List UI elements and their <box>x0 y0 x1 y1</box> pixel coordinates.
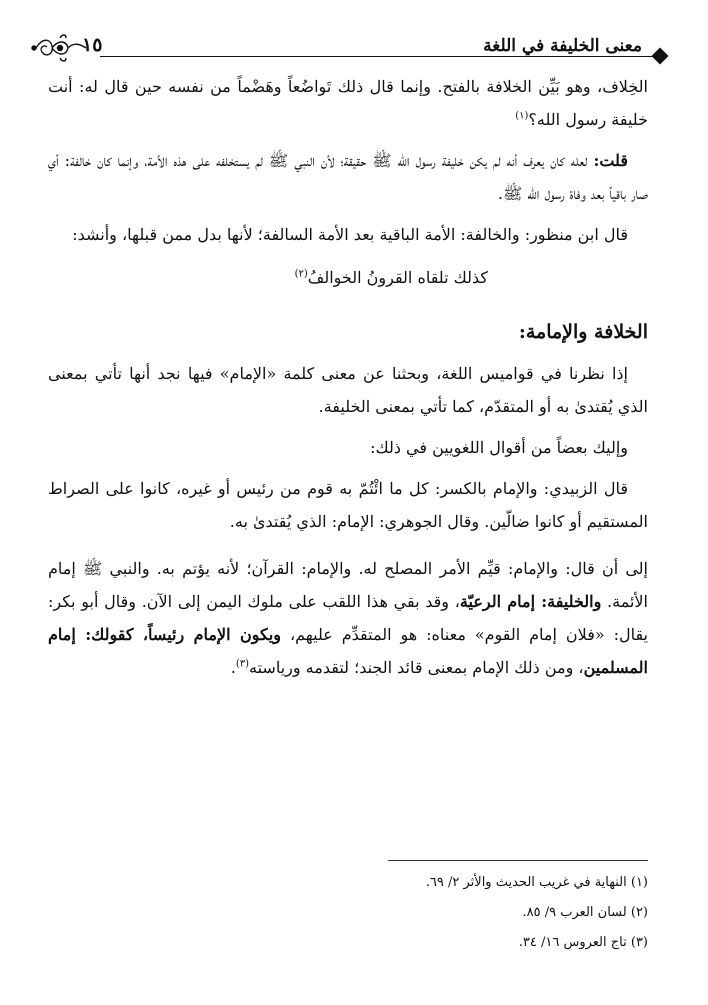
footnote-rule <box>388 860 648 861</box>
paragraph: الخِلاف، وهو بَيِّن الخلافة بالفتح. وإنما قال ذلك تَواضُعاً وهَضْماً من نفسه حين قال له: أنت خليفة رسول الله؟$^{(١)}$ <box>48 77 649 129</box>
paragraph: قال الزبيدي: والإمام بالكسر: كل ما ائْتُمّ به قوم من رئيس أو غيره، كانوا على الصراط المستقيم أو كانوا ضالّين. وقال الجوهري: الإمام: الذي يُقتدىٰ به. <box>48 479 648 531</box>
page-header <box>30 30 670 66</box>
footnote: (١) النهاية في غريب الحديث والأثر ٢/ ٦٩. <box>425 875 648 890</box>
footnote: (٣) تاج العروس ١٦/ ٣٤. <box>518 935 648 950</box>
page-body <box>48 70 648 684</box>
paragraph: وإليك بعضاً من أقوال اللغويين في ذلك: <box>370 438 628 457</box>
footnote: (٢) لسان العرب ٩/ ٨٥. <box>522 905 648 920</box>
page-number: ١٥ <box>82 34 103 56</box>
footnote-ref: (١) <box>515 110 529 122</box>
paragraph: إلى أن قال: والإمام: قيِّم الأمر المصلح له. والإمام: القرآن؛ لأنه يؤتم به. والنبي ﷺ إمام الأئمة. والخليفة: إمام الرعيّة، وقد بقي هذا اللقب على ملوك اليمن إلى الآن. وقال أبو بكر: يقال: «فلان إمام القوم» معناه: هو المتقدِّم عليهم، ويكون الإمام رئيساً، كقولك: إمام المسلمين، ومن ذلك الإمام بمعنى قائد الجند؛ لتقدمه ورياسته$^{(٣)}$. <box>48 559 649 677</box>
footnote-ref: (٢) <box>294 268 308 280</box>
header-rule <box>100 56 660 57</box>
paragraph: إذا نظرنا في قواميس اللغة، وبحثنا عن معنى كلمة «الإمام» فيها نجد أنها تأتي بمعنى الذي يُقتدىٰ به أو المتقدّم، كما تأتي بمعنى الخليفة. <box>48 364 648 416</box>
emphasis-text: والخليفة: إمام الرعيّة <box>459 592 602 611</box>
paragraph: قلت: لعله كان يعرف أنه لم يكن خليفة رسول الله ﷺ حقيقة؛ لأن النبي ﷺ لم يستخلفه على هذه الأمة، وإنما كان خالفة: أي صار باقياً بعد وفاة رسول الله ﷺ. <box>48 151 648 203</box>
emphasis-text: ويكون الإمام رئيساً، كقولك: إمام المسلمين <box>48 625 648 677</box>
section-heading: الخلافة والإمامة: <box>518 321 648 343</box>
paragraph: قال ابن منظور: والخالفة: الأمة الباقية بعد الأمة السالفة؛ لأنها بدل ممن قبلها، وأنشد: <box>72 225 628 244</box>
footnotes <box>48 868 648 958</box>
floral-ornament-icon <box>30 32 90 64</box>
emphasis-label: قلت: <box>593 151 628 170</box>
running-title: معنى الخليفة في اللغة <box>483 36 642 56</box>
verse: كذلك تلقاه القرونُ الخوالفُ$^{(٢)}$ <box>294 268 488 287</box>
footnote-ref: (٣) <box>235 658 249 670</box>
